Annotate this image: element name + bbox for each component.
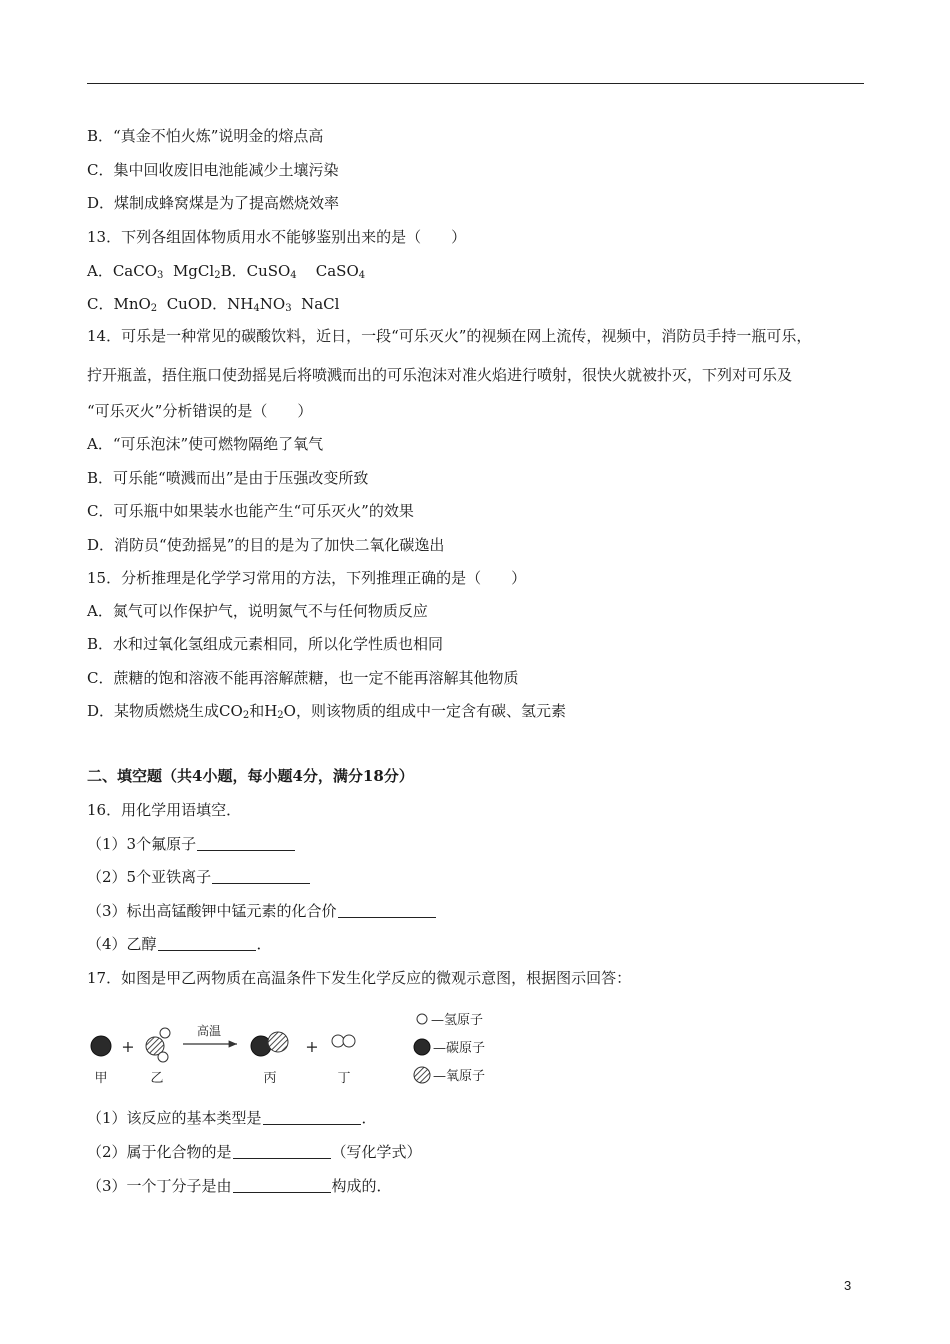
plus-sign: + <box>121 1037 135 1056</box>
q17-part3: （3）一个丁分子是由 构成的． <box>87 1177 392 1195</box>
q16-part2: （2）5个亚铁离子 <box>87 867 311 887</box>
label-ding: 丁 <box>337 1071 351 1086</box>
oxygen-atom-icon <box>268 1032 288 1052</box>
answer-blank[interactable] <box>197 836 295 851</box>
q14-option-b: B．可乐能“喷溅而出”是由于压强改变所致 <box>87 469 369 487</box>
q16-part4: （4）乙醇 ． <box>87 935 272 953</box>
label-yi: 乙 <box>150 1071 164 1086</box>
header-rule <box>87 83 864 84</box>
q17-stem: 17．如图是甲乙两物质在高温条件下发生化学反应的微观示意图，根据图示回答： <box>87 969 632 987</box>
q13-options-cd: C．MnO$_2$ CuOD．$NH_4NO_3$ NaCl <box>87 295 340 314</box>
q16-part1: （1）3个氟原子 <box>87 834 296 854</box>
q13-options-ab: A．CaCO$_3$ MgCl$_2$B．CuSO$_4$ CaSO$_4$ <box>87 262 366 281</box>
reaction-diagram <box>87 1002 527 1090</box>
q14-stem-line3: “可乐灭火”分析错误的是（ ） <box>87 402 313 420</box>
answer-blank[interactable] <box>233 1178 331 1193</box>
answer-blank[interactable] <box>338 903 436 918</box>
q12-option-d: D．煤制成蜂窝煤是为了提高燃烧效率 <box>87 194 340 212</box>
q17-part1: （1）该反应的基本类型是 ． <box>87 1109 377 1127</box>
legend-carbon: —碳原子 <box>433 1041 486 1056</box>
answer-blank[interactable] <box>263 1110 361 1125</box>
legend-hydrogen-icon <box>417 1014 427 1024</box>
q14-stem-line1: 14．可乐是一种常见的碳酸饮料，近日，一段“可乐灭火”的视频在网上流传，视频中，消防员手持一瓶可乐， <box>87 327 812 345</box>
answer-blank[interactable] <box>158 936 256 951</box>
page-number: 3 <box>844 1278 852 1293</box>
q12-option-b: B．“真金不怕火炼”说明金的熔点高 <box>87 127 324 145</box>
hydrogen-atom-icon <box>332 1035 344 1047</box>
reaction-condition: 高温 <box>196 1024 222 1038</box>
q15-option-d: D．某物质燃烧生成$CO_2$和$H_2O$，则该物质的组成中一定含有碳、氢元素 <box>87 702 566 721</box>
section-heading: 二、填空题（共4小题，每小题4分，满分18分） <box>87 767 414 785</box>
q13-stem: 13．下列各组固体物质用水不能够鉴别出来的是（ ） <box>87 228 467 246</box>
label-bing: 丙 <box>263 1071 277 1086</box>
answer-blank[interactable] <box>233 1144 331 1159</box>
q15-option-a: A．氮气可以作保护气，说明氮气不与任何物质反应 <box>87 602 428 620</box>
legend-oxygen-icon <box>414 1067 430 1083</box>
label-jia: 甲 <box>94 1071 108 1086</box>
q14-option-c: C．可乐瓶中如果装水也能产生“可乐灭火”的效果 <box>87 502 414 520</box>
q17-part2: （2）属于化合物的是 （写化学式） <box>87 1143 422 1161</box>
q15-option-c: C．蔗糖的饱和溶液不能再溶解蔗糖，也一定不能再溶解其他物质 <box>87 669 519 687</box>
legend-hydrogen: —氢原子 <box>431 1013 484 1028</box>
hydrogen-atom-icon <box>160 1028 170 1038</box>
plus-sign: + <box>305 1037 319 1056</box>
hydrogen-atom-icon <box>158 1052 168 1062</box>
carbon-atom-icon <box>91 1036 111 1056</box>
answer-blank[interactable] <box>212 869 310 884</box>
q14-option-a: A．“可乐泡沫”使可燃物隔绝了氧气 <box>87 435 324 453</box>
q15-stem: 15．分析推理是化学学习常用的方法，下列推理正确的是（ ） <box>87 569 527 587</box>
hydrogen-atom-icon <box>343 1035 355 1047</box>
q15-option-b: B．水和过氧化氢组成元素相同，所以化学性质也相同 <box>87 635 444 653</box>
q14-stem-line2: 拧开瓶盖，捂住瓶口使劲摇晃后将喷溅而出的可乐泡沫对准火焰进行喷射，很快火就被扑灭，下列对可乐及 <box>87 366 793 384</box>
q16-part3: （3）标出高锰酸钾中锰元素的化合价 <box>87 901 437 921</box>
legend-carbon-icon <box>414 1039 430 1055</box>
q14-option-d: D．消防员“使劲摇晃”的目的是为了加快二氧化碳逸出 <box>87 536 445 554</box>
legend-oxygen: —氧原子 <box>433 1069 486 1084</box>
q16-stem: 16．用化学用语填空． <box>87 801 242 819</box>
q12-option-c: C．集中回收废旧电池能减少土壤污染 <box>87 161 339 179</box>
